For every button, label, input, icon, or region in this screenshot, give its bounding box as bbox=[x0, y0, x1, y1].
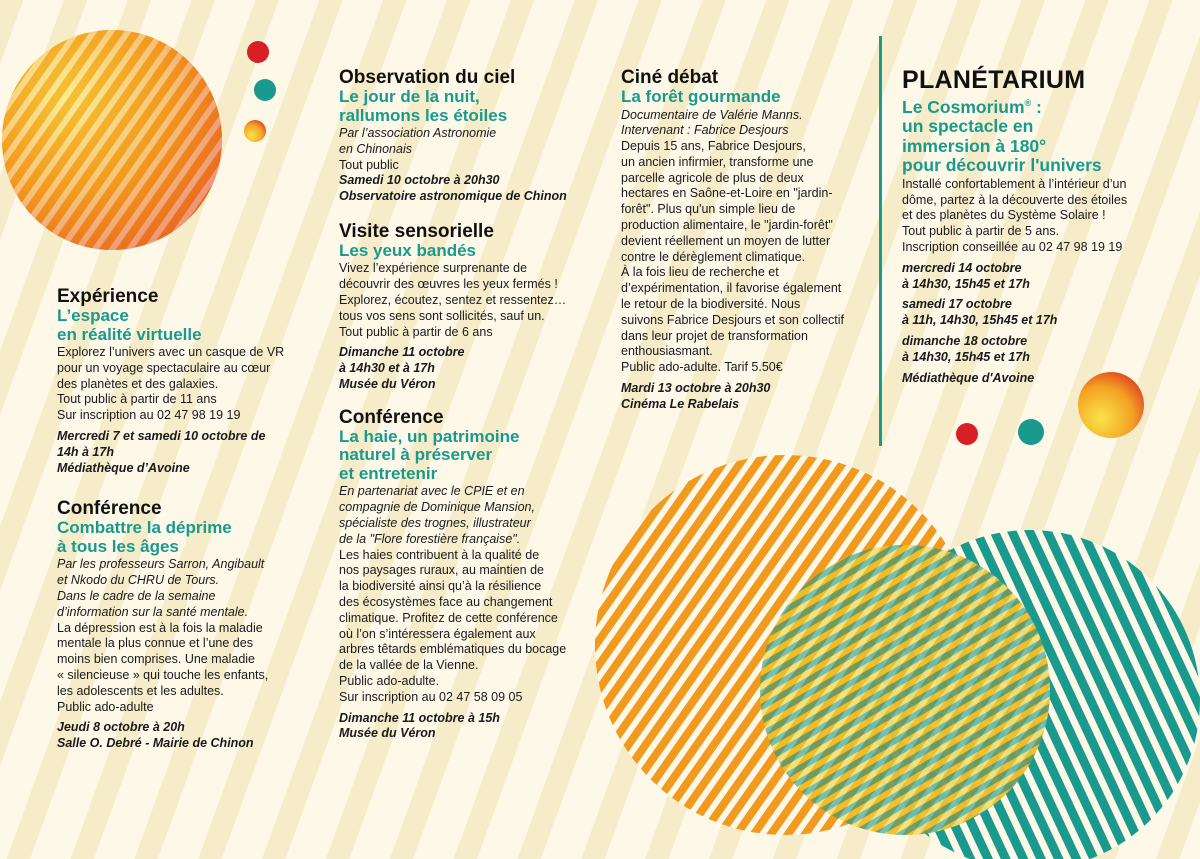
intro-line: compagnie de Dominique Mansion, bbox=[339, 500, 535, 515]
intro-line: En partenariat avec le CPIE et en bbox=[339, 484, 525, 499]
event-place: Musée du Véron bbox=[339, 726, 436, 741]
event-intro bbox=[57, 557, 297, 620]
event-haie bbox=[339, 407, 594, 742]
date-line: Mercredi 7 et samedi 10 octobre de bbox=[57, 428, 266, 443]
intro-line: et Nkodo du CHRU de Tours. bbox=[57, 573, 220, 588]
session bbox=[902, 261, 1172, 293]
title-line: Combattre la déprime bbox=[57, 518, 232, 538]
event-place: Observatoire astronomique de Chinon bbox=[339, 189, 567, 204]
session-times: à 14h30, 15h45 et 17h bbox=[902, 276, 1030, 291]
event-date: Dimanche 11 octobre à 15h bbox=[339, 710, 500, 725]
event-body bbox=[339, 261, 594, 340]
title-line: Le jour de la nuit, bbox=[339, 87, 480, 106]
body-line: un ancien infirmier, transforme une bbox=[621, 154, 814, 169]
body-line: de la vallée de la Vienne. bbox=[339, 658, 479, 673]
body-line: et des planètes du Système Solaire ! bbox=[902, 208, 1106, 223]
body-line: Public ado-adulte. bbox=[339, 673, 440, 688]
body-line: Sur inscription au 02 47 58 09 05 bbox=[339, 689, 523, 704]
body-line: hectares en Saône-et-Loire en "jardin- bbox=[621, 186, 833, 201]
body-line: Tout public à partir de 11 ans bbox=[57, 392, 217, 407]
intro-line: en Chinonais bbox=[339, 141, 412, 156]
body-line: les adolescents et les adultes. bbox=[57, 683, 224, 698]
event-title bbox=[57, 307, 297, 344]
column-3 bbox=[621, 67, 851, 413]
body-line: À la fois lieu de recherche et bbox=[621, 265, 779, 280]
body-line: pour un voyage spectaculaire au cœur bbox=[57, 360, 271, 375]
event-place: Médiathèque d'Avoine bbox=[902, 370, 1035, 385]
body-line: Public ado-adulte bbox=[57, 699, 154, 714]
session bbox=[902, 334, 1172, 366]
intro-line: de la "Flore forestière française". bbox=[339, 531, 521, 546]
event-kicker: Visite sensorielle bbox=[339, 220, 494, 242]
event-place: Médiathèque d’Avoine bbox=[57, 460, 190, 475]
body-line: devient réellement un moyen de lutter bbox=[621, 233, 831, 248]
event-title: La forêt gourmande bbox=[621, 87, 781, 106]
event-cine bbox=[621, 67, 851, 413]
body-line: Tout public à partir de 5 ans. bbox=[902, 224, 1060, 239]
intro-line: spécialiste des trognes, illustrateur bbox=[339, 515, 531, 530]
event-vr bbox=[57, 286, 297, 476]
intro-line: Documentaire de Valérie Manns. bbox=[621, 107, 803, 122]
session-times: à 11h, 14h30, 15h45 et 17h bbox=[902, 313, 1058, 328]
event-intro bbox=[339, 484, 594, 547]
event-kicker: Ciné débat bbox=[621, 67, 719, 88]
event-date: Mardi 13 octobre à 20h30 bbox=[621, 381, 771, 396]
event-title: Les yeux bandés bbox=[339, 240, 477, 260]
title-line: immersion à 180° bbox=[902, 135, 1047, 156]
event-date bbox=[57, 429, 297, 461]
body-line: arbres têtards emblématiques du bocage bbox=[339, 642, 567, 657]
body-line: d’expérimentation, il favorise également bbox=[621, 281, 842, 296]
event-sensorielle bbox=[339, 221, 594, 393]
title-line: rallumons les étoiles bbox=[339, 105, 508, 125]
title-line: naturel à préserver bbox=[339, 445, 493, 465]
event-place: Cinéma Le Rabelais bbox=[621, 396, 740, 411]
title-line: pour découvrir l'univers bbox=[902, 155, 1102, 176]
event-body bbox=[339, 548, 594, 706]
title-line: et entretenir bbox=[339, 463, 438, 483]
body-line: contre le dérèglement climatique. bbox=[621, 249, 806, 264]
event-place: Musée du Véron bbox=[339, 377, 436, 392]
event-kicker: Expérience bbox=[57, 286, 159, 307]
body-line: « silencieuse » qui touche les enfants, bbox=[57, 667, 269, 682]
body-line: parcelle agricole de plus de deux bbox=[621, 170, 804, 185]
event-body bbox=[621, 139, 851, 376]
body-line: Depuis 15 ans, Fabrice Desjours, bbox=[621, 139, 806, 154]
body-line: dôme, partez à la découverte des étoiles bbox=[902, 192, 1128, 207]
event-deprime bbox=[57, 498, 297, 752]
body-line: Les haies contribuent à la qualité de bbox=[339, 547, 540, 562]
title-colon: : bbox=[1031, 96, 1042, 117]
planetarium-title bbox=[902, 94, 1172, 176]
title-brand: Le Cosmorium bbox=[902, 96, 1025, 117]
title-line: à tous les âges bbox=[57, 536, 179, 556]
body-line: forêt". Plus qu'un simple lieu de bbox=[621, 202, 796, 217]
body-line: enthousiasmant. bbox=[621, 344, 713, 359]
body-line: la biodiversité ainsi qu’à la résilience bbox=[339, 579, 542, 594]
event-ciel bbox=[339, 67, 594, 205]
body-line: Explorez, écoutez, sentez et ressentez… bbox=[339, 293, 567, 308]
body-line: climatique. Profitez de cette conférence bbox=[339, 610, 558, 625]
body-line: dans leur projet de transformation bbox=[621, 328, 808, 343]
event-body bbox=[57, 621, 297, 716]
session-day: mercredi 14 octobre bbox=[902, 260, 1022, 275]
date-line: Dimanche 11 octobre bbox=[339, 345, 465, 360]
event-kicker: Observation du ciel bbox=[339, 67, 516, 88]
event-date: Samedi 10 octobre à 20h30 bbox=[339, 173, 500, 188]
intro-line: Par l’association Astronomie bbox=[339, 126, 497, 140]
registered-mark: ® bbox=[1024, 98, 1032, 108]
intro-line: Dans le cadre de la semaine bbox=[57, 588, 216, 603]
body-line: tous vos sens sont sollicités, sauf un. bbox=[339, 308, 545, 323]
date-line: 14h à 17h bbox=[57, 444, 114, 459]
column-divider bbox=[879, 36, 882, 446]
body-line: découvrir des œuvres les yeux fermés ! bbox=[339, 277, 558, 292]
planetarium-heading: PLANÉTARIUM bbox=[902, 66, 1086, 94]
body-line: La dépression est à la fois la maladie bbox=[57, 620, 263, 635]
body-line: production alimentaire, le "jardin-forêt" bbox=[621, 218, 833, 233]
body-line: Tout public à partir de 6 ans bbox=[339, 324, 493, 339]
body-line: Explorez l’univers avec un casque de VR bbox=[57, 345, 285, 359]
date-line: à 14h30 et à 17h bbox=[339, 361, 435, 376]
intro-line: Intervenant : Fabrice Desjours bbox=[621, 123, 789, 138]
event-intro bbox=[621, 108, 851, 140]
column-1 bbox=[57, 286, 297, 752]
event-body bbox=[902, 177, 1172, 256]
body-line: moins bien comprises. Une maladie bbox=[57, 652, 256, 667]
session-times: à 14h30, 15h45 et 17h bbox=[902, 349, 1030, 364]
session-day: samedi 17 octobre bbox=[902, 297, 1012, 312]
body-line: des planètes et des galaxies. bbox=[57, 376, 219, 391]
body-line: Public ado-adulte. Tarif 5.50€ bbox=[621, 360, 783, 375]
event-intro bbox=[339, 126, 594, 158]
body-line: suivons Fabrice Desjours et son collectif bbox=[621, 312, 845, 327]
body-line: des écosystèmes face au changement bbox=[339, 594, 553, 609]
title-line bbox=[902, 94, 1172, 117]
intro-line: Par les professeurs Sarron, Angibault bbox=[57, 557, 265, 572]
body-line: où l’on s’intéressera également aux bbox=[339, 626, 536, 641]
title-line: La haie, un patrimoine bbox=[339, 426, 520, 446]
event-kicker: Conférence bbox=[57, 498, 162, 520]
event-body bbox=[57, 345, 297, 424]
body-line: Vivez l’expérience surprenante de bbox=[339, 261, 528, 276]
event-date: Jeudi 8 octobre à 20h bbox=[57, 720, 185, 735]
intro-line: d’information sur la santé mentale. bbox=[57, 604, 249, 619]
body-line: Installé confortablement à l’intérieur d’un bbox=[902, 176, 1127, 191]
event-date bbox=[339, 345, 594, 377]
column-2 bbox=[339, 67, 594, 742]
body-line: mentale la plus connue et l’une des bbox=[57, 636, 253, 651]
column-4 bbox=[902, 66, 1172, 386]
title-line: un spectacle en bbox=[902, 116, 1034, 137]
body-line: nos paysages ruraux, au maintien de bbox=[339, 563, 544, 578]
event-title bbox=[339, 428, 594, 484]
session-day: dimanche 18 octobre bbox=[902, 334, 1028, 348]
body-line: Tout public bbox=[339, 157, 399, 172]
title-line: en réalité virtuelle bbox=[57, 324, 202, 344]
event-place: Salle O. Debré - Mairie de Chinon bbox=[57, 736, 254, 751]
event-title bbox=[57, 519, 297, 556]
session bbox=[902, 297, 1172, 329]
title-line: L’espace bbox=[57, 306, 129, 325]
event-kicker: Conférence bbox=[339, 406, 444, 428]
body-line: Inscription conseillée au 02 47 98 19 19 bbox=[902, 240, 1123, 255]
body-line: Sur inscription au 02 47 98 19 19 bbox=[57, 408, 241, 423]
event-title bbox=[339, 88, 594, 125]
body-line: le retour de la biodiversité. Nous bbox=[621, 297, 801, 312]
